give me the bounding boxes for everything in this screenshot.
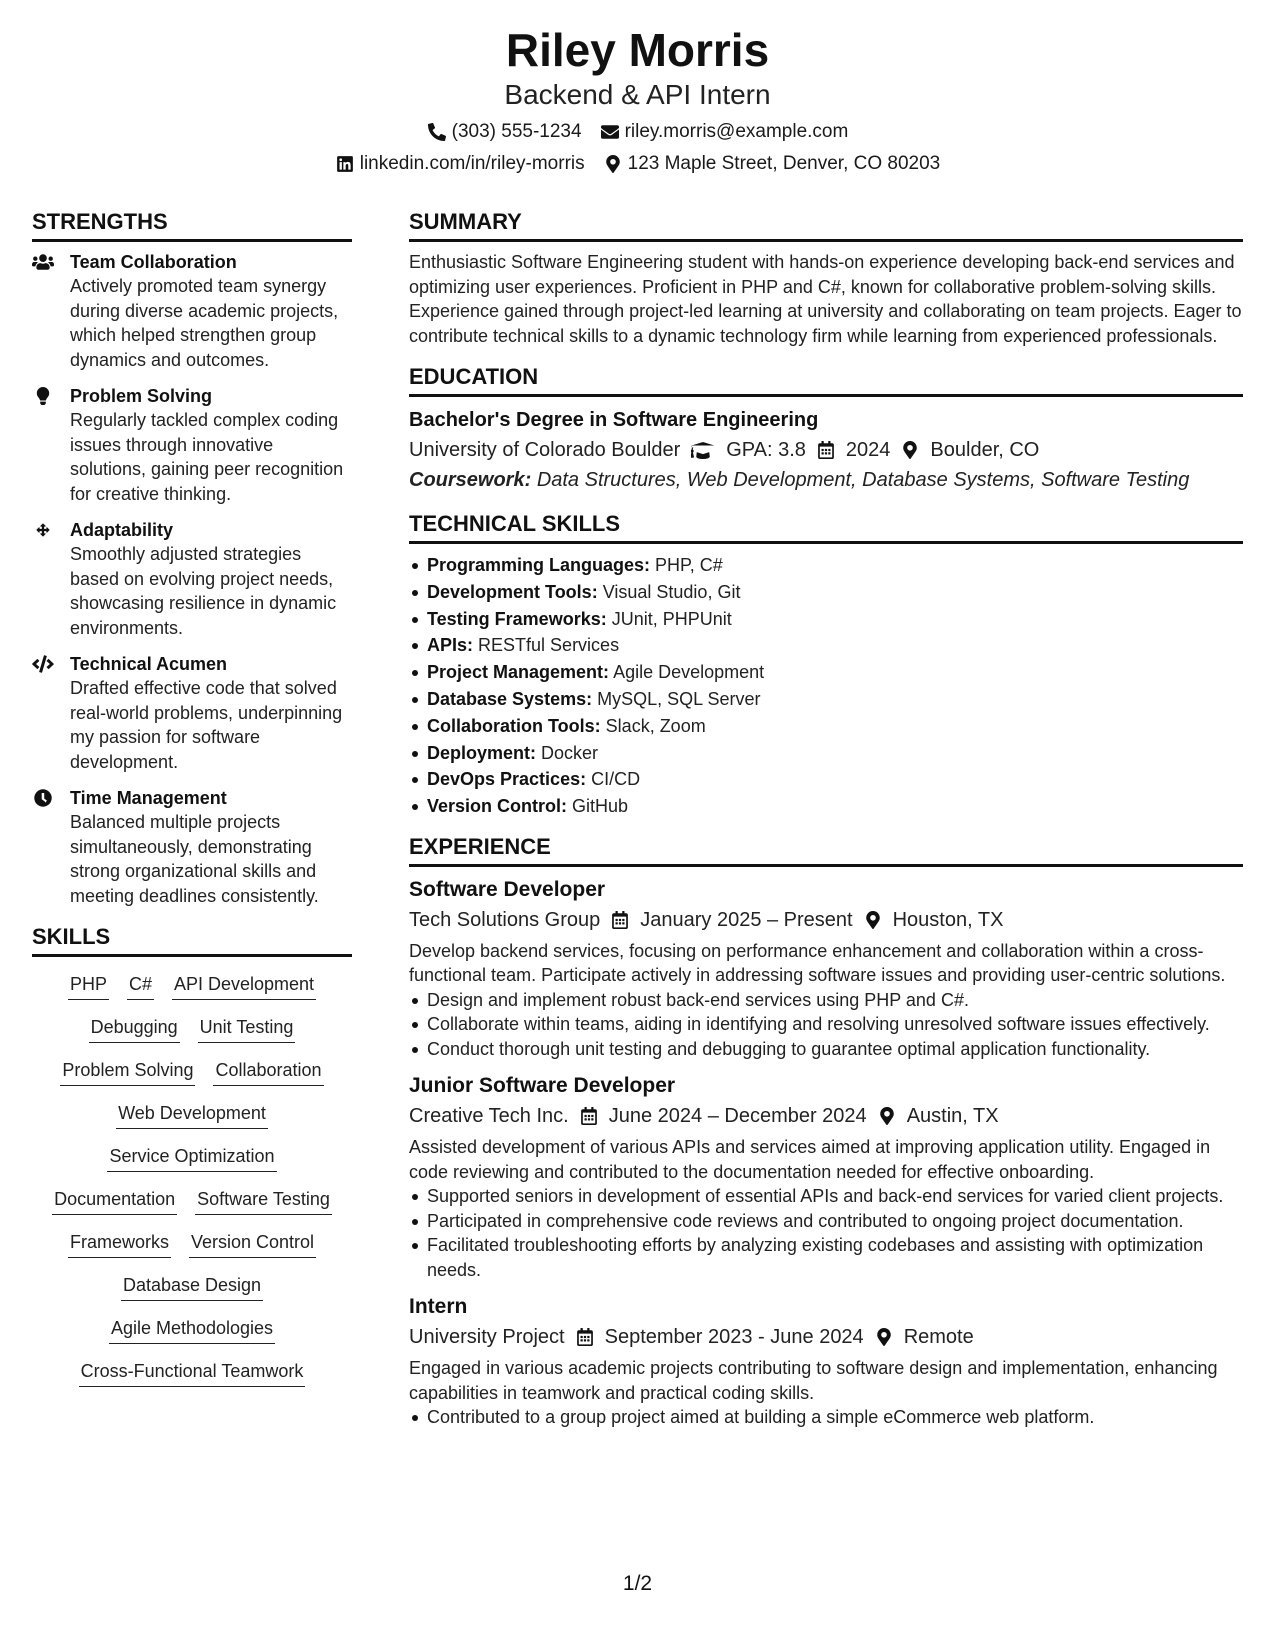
code-icon	[32, 652, 70, 774]
resume-header	[0, 22, 1275, 180]
coursework	[409, 465, 1243, 495]
address-text: 123 Maple Street, Denver, CO 80203	[627, 153, 941, 174]
skill-tag-row	[32, 1143, 352, 1172]
calendar-icon	[610, 910, 630, 930]
company-name: Creative Tech Inc.	[409, 1105, 569, 1128]
technical-skill-value: PHP, C#	[655, 555, 723, 575]
email-text[interactable]: riley.morris@example.com	[624, 121, 849, 142]
company-name: University Project	[409, 1326, 565, 1349]
job-title: Junior Software Developer	[409, 1074, 676, 1098]
linkedin-icon	[335, 154, 355, 174]
job-title: Software Developer	[409, 877, 606, 901]
technical-skill-item	[409, 579, 1243, 606]
strength-title: Time Management	[70, 788, 227, 808]
technical-skill-item	[409, 793, 1243, 820]
skills-tags	[32, 971, 352, 1387]
strength-body	[70, 518, 352, 640]
strength-item	[32, 652, 352, 774]
technical-skill-value: RESTful Services	[478, 635, 620, 656]
technical-skill-item	[409, 659, 1243, 686]
school-name: University of Colorado Boulder	[409, 439, 681, 461]
skill-tag: Frameworks	[68, 1229, 171, 1258]
contact-row-1	[0, 116, 1275, 148]
contact-phone	[427, 116, 582, 148]
skill-tag-row	[32, 1057, 352, 1086]
skill-tag-row	[32, 1100, 352, 1129]
strength-title: Problem Solving	[70, 386, 213, 406]
job-bullet: Collaborate within teams, aiding in identifying and resolving unresolved software issues effectively.	[409, 1012, 1243, 1037]
skill-tag: Documentation	[52, 1186, 177, 1215]
education-meta	[409, 435, 1243, 465]
technical-skill-key: Development Tools:	[427, 581, 598, 602]
job-entry	[409, 1071, 1243, 1282]
strength-item	[32, 518, 352, 640]
job-location: Remote	[903, 1326, 974, 1349]
strength-desc: Actively promoted team synergy during diverse academic projects, which helped strengthen group dynamics and outcomes.	[70, 276, 339, 370]
technical-skill-value: JUnit, PHPUnit	[611, 608, 732, 629]
page-number: 1/2	[622, 1572, 653, 1595]
job-bullets	[409, 1184, 1243, 1282]
technical-skill-key: Database Systems:	[427, 688, 593, 709]
job-location: Austin, TX	[906, 1105, 999, 1128]
company-name: Tech Solutions Group	[409, 908, 601, 931]
skill-tag-row	[32, 1358, 352, 1387]
strength-desc: Regularly tackled complex coding issues through innovative solutions, gaining peer recognition for creative thinking.	[70, 410, 344, 504]
contact-row-2	[0, 148, 1275, 180]
technical-skill-value: MySQL, SQL Server	[597, 688, 761, 709]
school-location: Boulder, CO	[930, 439, 1040, 461]
map-pin-icon	[874, 1327, 894, 1347]
job-dates: September 2023 - June 2024	[604, 1326, 864, 1349]
technical-skill-value: CI/CD	[591, 769, 641, 790]
technical-skill-key: Version Control:	[427, 796, 568, 817]
skill-tag: Web Development	[116, 1100, 268, 1129]
skill-tag: Database Design	[121, 1272, 263, 1301]
lightbulb-icon	[32, 384, 70, 506]
job-description: Assisted development of various APIs and services aimed at improving application utility. Engaged in code reviewing and contributed to the documentation needed for effective onboarding.	[409, 1137, 1211, 1182]
strength-desc: Smoothly adjusted strategies based on evolving project needs, showcasing resilience in dynamic environments.	[70, 544, 337, 638]
education-heading: EDUCATION	[409, 360, 1243, 397]
job-bullet: Contributed to a group project aimed at building a simple eCommerce web platform.	[409, 1405, 1243, 1430]
technical-skill-value: GitHub	[572, 796, 629, 817]
users-icon	[32, 250, 70, 372]
calendar-icon	[575, 1327, 595, 1347]
skill-tag: Debugging	[89, 1014, 180, 1043]
strength-body	[70, 786, 352, 908]
calendar-icon	[816, 440, 836, 460]
job-bullet: Conduct thorough unit testing and debugging to guarantee optimal application functionality.	[409, 1037, 1243, 1062]
job-bullets	[409, 988, 1243, 1062]
job-entry	[409, 1292, 1243, 1430]
skill-tag-row	[32, 1014, 352, 1043]
job-title: Intern	[409, 1295, 468, 1319]
job-location: Houston, TX	[892, 908, 1004, 931]
skill-tag: Agile Methodologies	[109, 1315, 275, 1344]
map-pin-icon	[603, 154, 623, 174]
technical-skill-item	[409, 740, 1243, 767]
coursework-list: Data Structures, Web Development, Database Systems, Software Testing	[536, 469, 1190, 491]
skill-tag-row	[32, 1315, 352, 1344]
skill-tag: Unit Testing	[198, 1014, 296, 1043]
candidate-role: Backend & API Intern	[504, 79, 771, 110]
map-pin-icon	[863, 910, 883, 930]
job-entry	[409, 875, 1243, 1062]
skills-section	[32, 920, 352, 1387]
skill-tag-row	[32, 1272, 352, 1301]
skill-tag: Problem Solving	[60, 1057, 195, 1086]
skill-tag: Service Optimization	[107, 1143, 276, 1172]
job-bullets	[409, 1405, 1243, 1430]
job-meta	[409, 905, 1243, 935]
strengths-list	[32, 250, 352, 908]
technical-skill-value: Visual Studio, Git	[602, 581, 741, 602]
technical-skill-key: DevOps Practices:	[427, 769, 587, 790]
skills-heading: SKILLS	[32, 920, 352, 957]
strength-title: Technical Acumen	[70, 654, 228, 674]
right-column	[409, 205, 1243, 1440]
experience-heading: EXPERIENCE	[409, 830, 1243, 867]
skill-tag-row	[32, 1186, 352, 1215]
technical-skill-item	[409, 606, 1243, 633]
phone-text: (303) 555-1234	[451, 121, 582, 142]
technical-skill-item	[409, 632, 1243, 659]
skill-tag-row	[32, 1229, 352, 1258]
contact-email[interactable]	[600, 116, 849, 148]
strength-item	[32, 786, 352, 908]
skill-tag: Cross-Functional Teamwork	[79, 1358, 306, 1387]
job-bullet: Participated in comprehensive code reviews and contributed to ongoing project documentation.	[409, 1209, 1243, 1234]
strength-desc: Balanced multiple projects simultaneously, demonstrating strong organizational skills and meeting deadlines consistently.	[70, 812, 319, 906]
coursework-label: Coursework:	[409, 469, 532, 491]
map-pin-icon	[877, 1106, 897, 1126]
arrows-icon	[32, 518, 70, 640]
technical-skill-key: Programming Languages:	[427, 555, 651, 575]
envelope-icon	[600, 122, 620, 142]
job-bullet: Supported seniors in development of essential APIs and back-end services for varied client projects.	[409, 1184, 1243, 1209]
summary-text: Enthusiastic Software Engineering student with hands-on experience developing back-end services and optimizing user experiences. Proficient in PHP and C#, known for collaborative problem-solving skills. Experience gained through project-led learning at university and collaborating on team projects. Eager to contribute technical skills to a dynamic technology firm while learning from experienced professionals.	[409, 252, 1242, 346]
job-description: Engaged in various academic projects contributing to software design and implementation, enhancing capabilities in teamwork and practical coding skills.	[409, 1358, 1218, 1403]
job-bullet: Design and implement robust back-end services using PHP and C#.	[409, 988, 1243, 1013]
job-meta	[409, 1322, 1243, 1352]
skill-tag: Software Testing	[195, 1186, 332, 1215]
technical-skill-key: APIs:	[427, 635, 474, 656]
graduation-cap-icon	[690, 440, 716, 460]
technical-skill-item	[409, 766, 1243, 793]
technical-skill-item	[409, 686, 1243, 713]
job-bullet: Facilitated troubleshooting efforts by analyzing existing codebases and assisting with optimization needs.	[409, 1233, 1243, 1282]
skill-tag: C#	[127, 971, 154, 1000]
job-meta	[409, 1101, 1243, 1131]
strength-item	[32, 250, 352, 372]
strength-title: Adaptability	[70, 520, 174, 540]
technical-skill-value: Slack, Zoom	[605, 715, 706, 736]
technical-skill-key: Deployment:	[427, 742, 537, 763]
contact-address	[603, 148, 941, 180]
technical-skill-item	[409, 552, 1243, 579]
experience-list	[409, 875, 1243, 1430]
skill-tag: API Development	[172, 971, 316, 1000]
strength-desc: Drafted effective code that solved real-world problems, underpinning my passion for software development.	[70, 678, 343, 772]
strengths-heading: STRENGTHS	[32, 205, 352, 242]
job-dates: January 2025 – Present	[640, 908, 853, 931]
phone-icon	[427, 122, 447, 142]
left-column	[32, 205, 352, 1387]
technical-skill-key: Collaboration Tools:	[427, 715, 601, 736]
technical-skills-heading: TECHNICAL SKILLS	[409, 507, 1243, 544]
contact-linkedin[interactable]	[335, 148, 585, 180]
technical-skill-item	[409, 713, 1243, 740]
clock-icon	[32, 786, 70, 908]
candidate-name: Riley Morris	[505, 24, 770, 76]
technical-skills-list	[409, 552, 1243, 820]
strength-body	[70, 652, 352, 774]
summary-heading: SUMMARY	[409, 205, 1243, 242]
skill-tag: Version Control	[189, 1229, 316, 1258]
technical-skill-value: Docker	[541, 742, 599, 763]
technical-skill-key: Project Management:	[427, 662, 610, 683]
strength-body	[70, 384, 352, 506]
strength-body	[70, 250, 352, 372]
job-description: Develop backend services, focusing on performance enhancement and collaboration within a cross-functional team. Participate actively in addressing software issues and providing user-centric solutions.	[409, 940, 1226, 986]
job-dates: June 2024 – December 2024	[608, 1105, 867, 1128]
map-pin-icon	[900, 440, 920, 460]
strength-item	[32, 384, 352, 506]
calendar-icon	[579, 1106, 599, 1126]
skill-tag: Collaboration	[213, 1057, 323, 1086]
skill-tag-row	[32, 971, 352, 1000]
skill-tag: PHP	[68, 971, 109, 1000]
technical-skill-value: Agile Development	[613, 662, 765, 683]
gpa-text: GPA: 3.8	[726, 439, 806, 461]
strength-title: Team Collaboration	[70, 252, 237, 272]
linkedin-text[interactable]: linkedin.com/in/riley-morris	[359, 153, 585, 174]
technical-skill-key: Testing Frameworks:	[427, 608, 607, 629]
graduation-year: 2024	[845, 439, 891, 461]
degree-title: Bachelor's Degree in Software Engineering	[409, 409, 819, 431]
